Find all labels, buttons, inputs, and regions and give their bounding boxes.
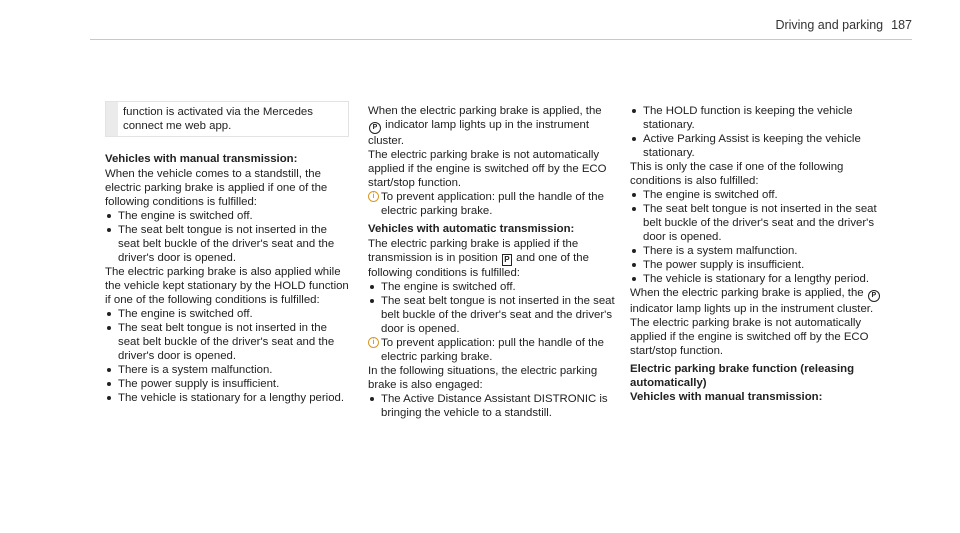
bullet-list (630, 104, 890, 160)
section-title-text: Driving and parking (775, 18, 884, 32)
list-item: The power supply is insufficient. (105, 377, 350, 391)
list-item: The engine is switched off. (368, 280, 618, 294)
parking-brake-indicator-icon: P (369, 122, 381, 134)
paragraph: The electric parking brake is not automatically applied if the engine is switched off by the ECO start/stop function. (630, 317, 869, 357)
bullet-icon (107, 396, 111, 400)
list-item: The HOLD function is keeping the vehicle stationary. (630, 104, 890, 132)
note-box (105, 101, 349, 137)
paragraph: When the electric parking brake is applied, the P indicator lamp lights up in the instrument cluster. (368, 105, 602, 147)
bullet-icon (632, 249, 636, 253)
bullet-icon (370, 285, 374, 289)
paragraph: The electric parking brake is also applied while the vehicle kept stationary by the HOLD function if one of the following conditions is fulfilled: (105, 266, 349, 306)
list-item: The seat belt tongue is not inserted in the seat belt buckle of the driver's seat and the driver's door is opened. (105, 321, 350, 363)
header-divider (90, 39, 912, 40)
list-item: The vehicle is stationary for a lengthy period. (105, 391, 350, 405)
column-1 (105, 152, 350, 405)
list-item: The seat belt tongue is not inserted in the seat belt buckle of the driver's seat and the driver's door is opened. (368, 294, 618, 336)
bullet-icon (632, 207, 636, 211)
tip-note: i To prevent application: pull the handle of the electric parking brake. (368, 190, 618, 218)
bullet-list (105, 307, 350, 405)
bullet-icon (370, 397, 374, 401)
list-item: The engine is switched off. (105, 209, 350, 223)
bullet-icon (632, 263, 636, 267)
paragraph: When the vehicle comes to a standstill, the electric parking brake is applied if one of the following conditions is fulfilled: (105, 168, 328, 208)
column-2 (368, 104, 618, 420)
list-item: Active Parking Assist is keeping the vehicle stationary. (630, 132, 890, 160)
list-item: The vehicle is stationary for a lengthy period. (630, 272, 890, 286)
note-box-text: function is activated via the Mercedes connect me web app. (123, 106, 313, 132)
heading-manual-transmission: Vehicles with manual transmission: (105, 153, 298, 165)
bullet-icon (107, 214, 111, 218)
list-item: The Active Distance Assistant DISTRONIC is bringing the vehicle to a standstill. (368, 392, 618, 420)
info-tip-icon: i (368, 191, 379, 202)
bullet-list (368, 392, 618, 420)
list-item: There is a system malfunction. (630, 244, 890, 258)
bullet-icon (632, 109, 636, 113)
heading-manual-transmission: Vehicles with manual transmission: (630, 391, 823, 403)
paragraph: This is only the case if one of the following conditions is also fulfilled: (630, 161, 844, 187)
list-item: The seat belt tongue is not inserted in the seat belt buckle of the driver's seat and the driver's door is opened. (630, 202, 890, 244)
bullet-list (368, 280, 618, 336)
section-title (775, 18, 912, 32)
bullet-icon (107, 382, 111, 386)
bullet-icon (107, 228, 111, 232)
bullet-icon (370, 299, 374, 303)
bullet-icon (107, 312, 111, 316)
list-item: The seat belt tongue is not inserted in the seat belt buckle of the driver's seat and the driver's door is opened. (105, 223, 350, 265)
heading-automatic-transmission: Vehicles with automatic transmission: (368, 223, 575, 235)
page-number: 187 (891, 18, 912, 32)
parking-brake-indicator-icon: P (868, 290, 880, 302)
bullet-icon (107, 326, 111, 330)
bullet-icon (632, 193, 636, 197)
bullet-icon (632, 137, 636, 141)
info-tip-icon: i (368, 337, 379, 348)
tip-note: i To prevent application: pull the handle of the electric parking brake. (368, 336, 618, 364)
bullet-icon (107, 368, 111, 372)
paragraph: In the following situations, the electric parking brake is also engaged: (368, 365, 598, 391)
heading-releasing-automatically: Electric parking brake function (releasing automatically) (630, 363, 855, 389)
list-item: The engine is switched off. (630, 188, 890, 202)
gear-position-p-icon: P (502, 254, 512, 266)
paragraph: The electric parking brake is applied if the transmission is in position P and one of the following conditions is fulfilled: (368, 238, 589, 279)
bullet-list (630, 188, 890, 286)
bullet-list (105, 209, 350, 265)
note-box-bar (106, 102, 118, 136)
list-item: The power supply is insufficient. (630, 258, 890, 272)
column-3 (630, 104, 890, 404)
list-item: There is a system malfunction. (105, 363, 350, 377)
paragraph: When the electric parking brake is applied, the P indicator lamp lights up in the instrument cluster. (630, 286, 890, 316)
list-item: The engine is switched off. (105, 307, 350, 321)
paragraph: The electric parking brake is not automatically applied if the engine is switched off by the ECO start/stop function. (368, 149, 607, 189)
bullet-icon (632, 277, 636, 281)
